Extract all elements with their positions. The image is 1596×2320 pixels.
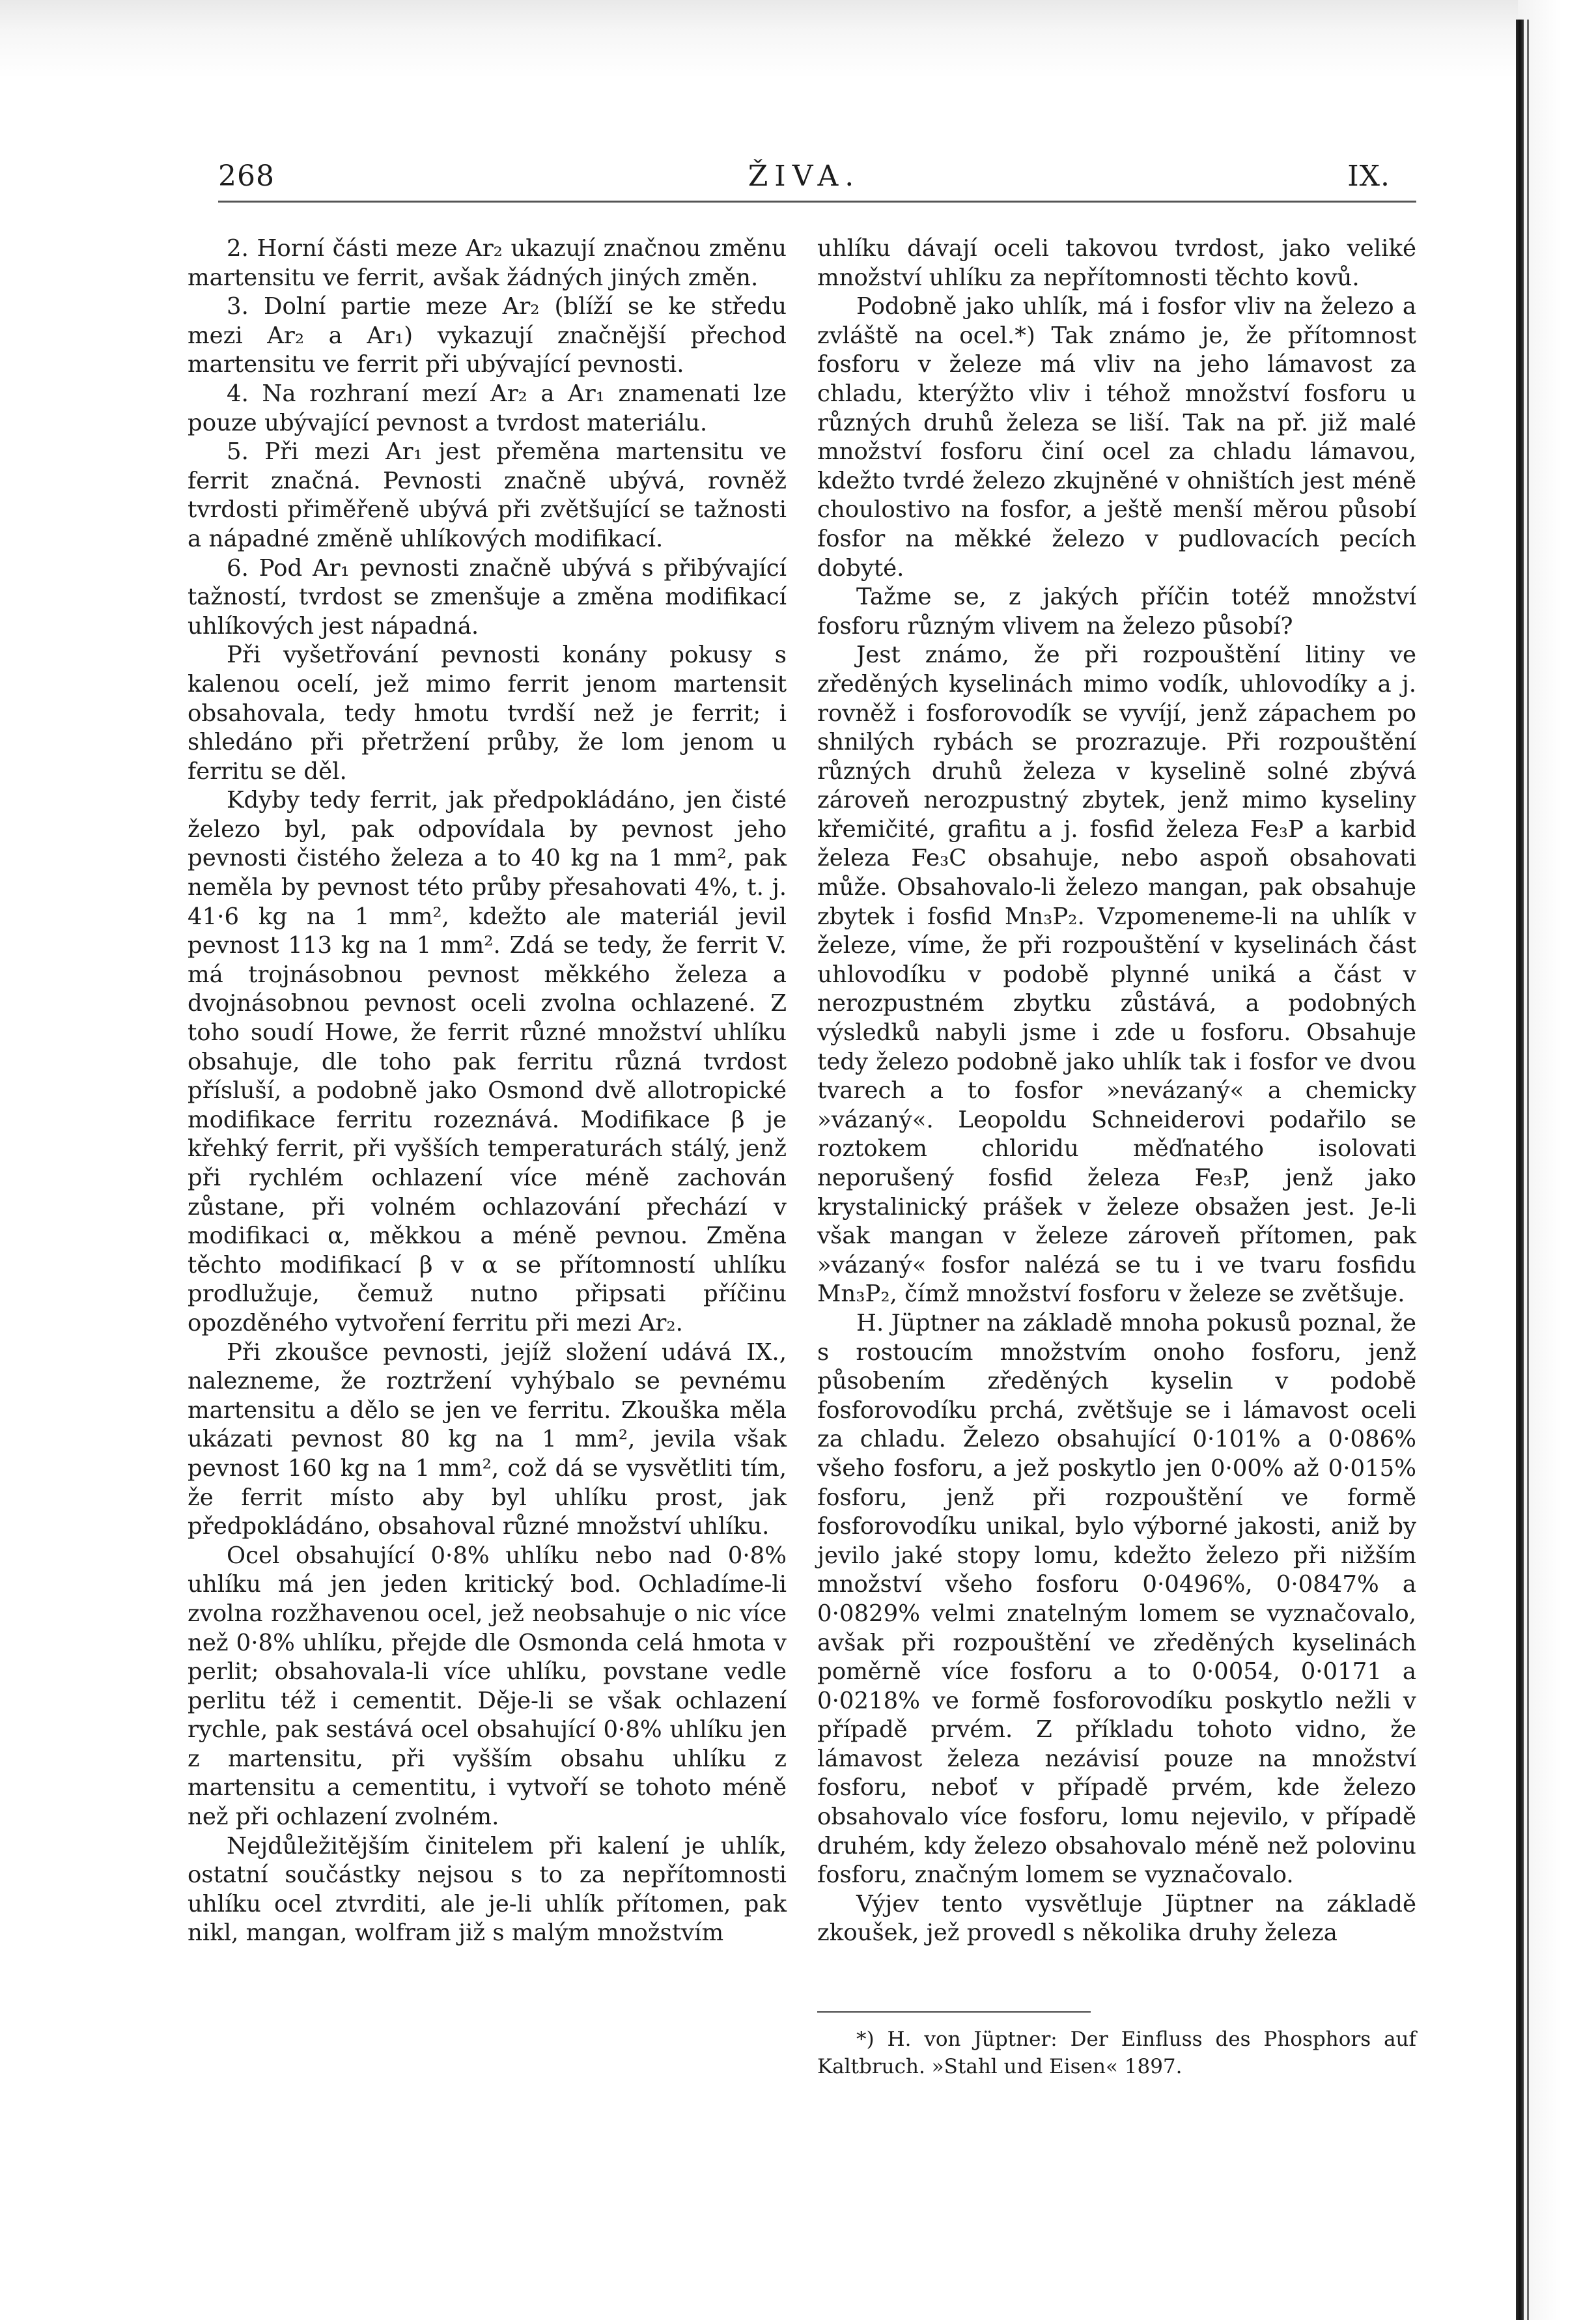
left-column — [188, 234, 787, 1948]
header-rule — [218, 201, 1416, 203]
footnote: *) H. von Jüptner: Der Einfluss des Phosphors auf Kaltbruch. »Stahl und Eisen« 1897. — [817, 2028, 1416, 2078]
footnote-rule — [817, 2011, 1091, 2013]
binding-fold-line-thin — [1527, 20, 1529, 2320]
scan-shadow-top — [0, 0, 1596, 78]
paragraph: Tažme se, z jakých příčin totéž množství fosforu různým vlivem na železo působí? — [817, 584, 1416, 640]
paragraph: 2. Horní části meze Ar₂ ukazují značnou změnu martensitu ve ferrit, avšak žádných jiných změn. — [188, 235, 787, 291]
paragraph: uhlíku dávají oceli takovou tvrdost, jako veliké množství uhlíku za nepřítomnosti těchto kovů. — [817, 235, 1416, 291]
paragraph: Ocel obsahující 0·8% uhlíku nebo nad 0·8% uhlíku má jen jeden kritický bod. Ochladíme-li zvolna rozžhavenou ocel, jež neobsahuje o nic více než 0·8% uhlíku, přejde dle Osmonda celá hmota v perlit; obsahovala-li více uhlíku, povstane vedle perlitu též i cementit. Děje-li se však ochlazení rychle, pak sestává ocel obsahující 0·8% uhlíku jen z martensitu, při vyšším obsahu uhlíku z martensitu a cementitu, i vytvoří se tohoto méně než při ochlazení zvolném. — [188, 1542, 787, 1831]
scan-shadow-right — [1518, 0, 1596, 2320]
paragraph: H. Jüptner na základě mnoha pokusů poznal, že s rostoucím množstvím onoho fosforu, jenž působením zředěných kyselin v podobě fosforovodíku prchá, zvětšuje se i lámavost oceli za chladu. Železo obsahující 0·101% a 0·086% všeho fosforu, a jež poskytlo jen 0·00% až 0·015% fosforu, jenž při rozpouštění ve formě fosforovodíku unikal, bylo výborné jakosti, aniž by jevilo jaké stopy lomu, kdežto železo při nižším množství všeho fosforu 0·0496%, 0·0847% a 0·0829% velmi znatelným lomem se vyznačovalo, avšak při rozpouštění ve zředěných kyselinách poměrně více fosforu a to 0·0054, 0·0171 a 0·0218% ve formě fosforovodíku poskytlo nežli v případě prvém. Z příkladu tohoto vidno, že lámavost železa nezávisí pouze na množství fosforu, neboť v případě prvém, kde železo obsahovalo více fosforu, lomu nejevilo, v případě druhém, kdy železo obsahovalo méně než polovinu fosforu, značným lomem se vyznačovalo. — [817, 1309, 1416, 1889]
volume-number: IX. — [1347, 160, 1390, 193]
page-number: 268 — [218, 160, 275, 193]
paragraph: Při zkoušce pevnosti, jejíž složení udává IX., nalezneme, že roztržení vyhýbalo se pevnému martensitu a dělo se jen ve ferritu. Zkouška měla ukázati pevnost 80 kg na 1 mm², jevila však pevnost 160 kg na 1 mm², což dá se vysvětliti tím, že ferrit místo aby byl uhlíku prost, jak předpokládáno, obsahoval různé množství uhlíku. — [188, 1338, 787, 1540]
page-header — [218, 160, 1390, 199]
paragraph: 5. Při mezi Ar₁ jest přeměna martensitu ve ferrit značná. Pevnosti značně ubývá, rovněž tvrdosti přiměřeně ubývá při zvětšující se tažnosti a nápadné změně uhlíkových modifikací. — [188, 438, 787, 552]
paragraph: 3. Dolní partie meze Ar₂ (blíží se ke středu mezi Ar₂ a Ar₁) vykazují značnější přechod martensitu ve ferrit při ubývající pevnosti. — [188, 293, 787, 378]
paragraph: Podobně jako uhlík, má i fosfor vliv na železo a zvláště na ocel.*) Tak známo je, že přítomnost fosforu v železe má vliv na jeho lámavost za chladu, kterýžto vliv i téhož množství fosforu u různých druhů železa se liší. Tak na př. již malé množství fosforu činí ocel za chladu lámavou, kdežto tvrdé železo zkujněné v ohništích jest méně choulostivo na fosfor, a ještě menší měrou působí fosfor na měkké železo v pudlovacích pecích dobyté. — [817, 293, 1416, 582]
right-column — [817, 234, 1416, 1948]
journal-title: ŽIVA. — [748, 160, 861, 193]
paragraph: 4. Na rozhraní mezí Ar₂ a Ar₁ znamenati lze pouze ubývající pevnost a tvrdost materiálu. — [188, 380, 787, 436]
paragraph: Nejdůležitějším činitelem při kalení je uhlík, ostatní součástky nejsou s to za nepřítomnosti uhlíku ocel ztvrditi, ale je-li uhlík přítomen, pak nikl, mangan, wolfram již s malým množstvím — [188, 1832, 787, 1947]
paragraph: Jest známo, že při rozpouštění litiny ve zředěných kyselinách mimo vodík, uhlovodíky a j. rovněž i fosforovodík se vyvíjí, jenž zápachem po shnilých rybách se prozrazuje. Při rozpouštění různých druhů železa v kyselině solné zbývá zároveň nerozpustný zbytek, jenž mimo kyseliny křemičité, grafitu a j. fosfid železa Fe₃P a karbid železa Fe₃C obsahuje, nebo aspoň obsahovati může. Obsahovalo-li železo mangan, pak obsahuje zbytek i fosfid Mn₃P₂. Vzpomeneme-li na uhlík v železe, víme, že při rozpouštění v kyselinách část uhlovodíku v podobě plynné uniká a část v nerozpustném zbytku zůstává, a podobných výsledků nabyli jsme i zde u fosforu. Obsahuje tedy železo podobně jako uhlík tak i fosfor ve dvou tvarech a to fosfor »nevázaný« a chemicky »vázaný«. Leopoldu Schneiderovi podařilo se roztokem chloridu měďnatého isolovati neporušený fosfid železa Fe₃P, jenž jako krystalinický prášek v železe obsažen jest. Je-li však mangan v železe zároveň přítomen, pak »vázaný« fosfor nalézá se tu i ve tvaru fosfidu Mn₃P₂, čímž množství fosforu v železe se zvětšuje. — [817, 642, 1416, 1308]
paragraph: Kdyby tedy ferrit, jak předpokládáno, jen čisté železo byl, pak odpovídala by pevnost jeho pevnosti čistého železa a to 40 kg na 1 mm², pak neměla by pevnost této průby přesahovati 4%, t. j. 41·6 kg na 1 mm², kdežto ale materiál jevil pevnost 113 kg na 1 mm². Zdá se tedy, že ferrit V. má trojnásobnou pevnost měkkého železa a dvojnásobnou pevnost oceli zvolna ochlazené. Z toho soudí Howe, že ferrit různé množství uhlíku obsahuje, dle toho pak ferritu různá tvrdost přísluší, a podobně jako Osmond dvě allotropické modifikace ferritu rozeznává. Modifikace β je křehký ferrit, při vyšších temperaturách stálý, jenž při rychlém ochlazení více méně zachován zůstane, při volném ochlazování přechází v modifikaci α, měkkou a méně pevnou. Změna těchto modifikací β v α se přítomností uhlíku prodlužuje, čemuž nutno připsati příčinu opozděného vytvoření ferritu při mezi Ar₂. — [188, 787, 787, 1337]
paragraph: Při vyšetřování pevnosti konány pokusy s kalenou ocelí, jež mimo ferrit jenom martensit obsahovala, tedy hmotu tvrdší než je ferrit; i shledáno při přetržení průby, že lom jenom u ferritu se děl. — [188, 642, 787, 785]
paragraph: 6. Pod Ar₁ pevnosti značně ubývá s přibývající tažností, tvrdost se zmenšuje a změna modifikací uhlíkových jest nápadná. — [188, 554, 787, 640]
paragraph: Výjev tento vysvětluje Jüptner na základě zkoušek, jež provedl s několika druhy železa — [817, 1890, 1416, 1947]
binding-fold-line — [1516, 20, 1524, 2320]
